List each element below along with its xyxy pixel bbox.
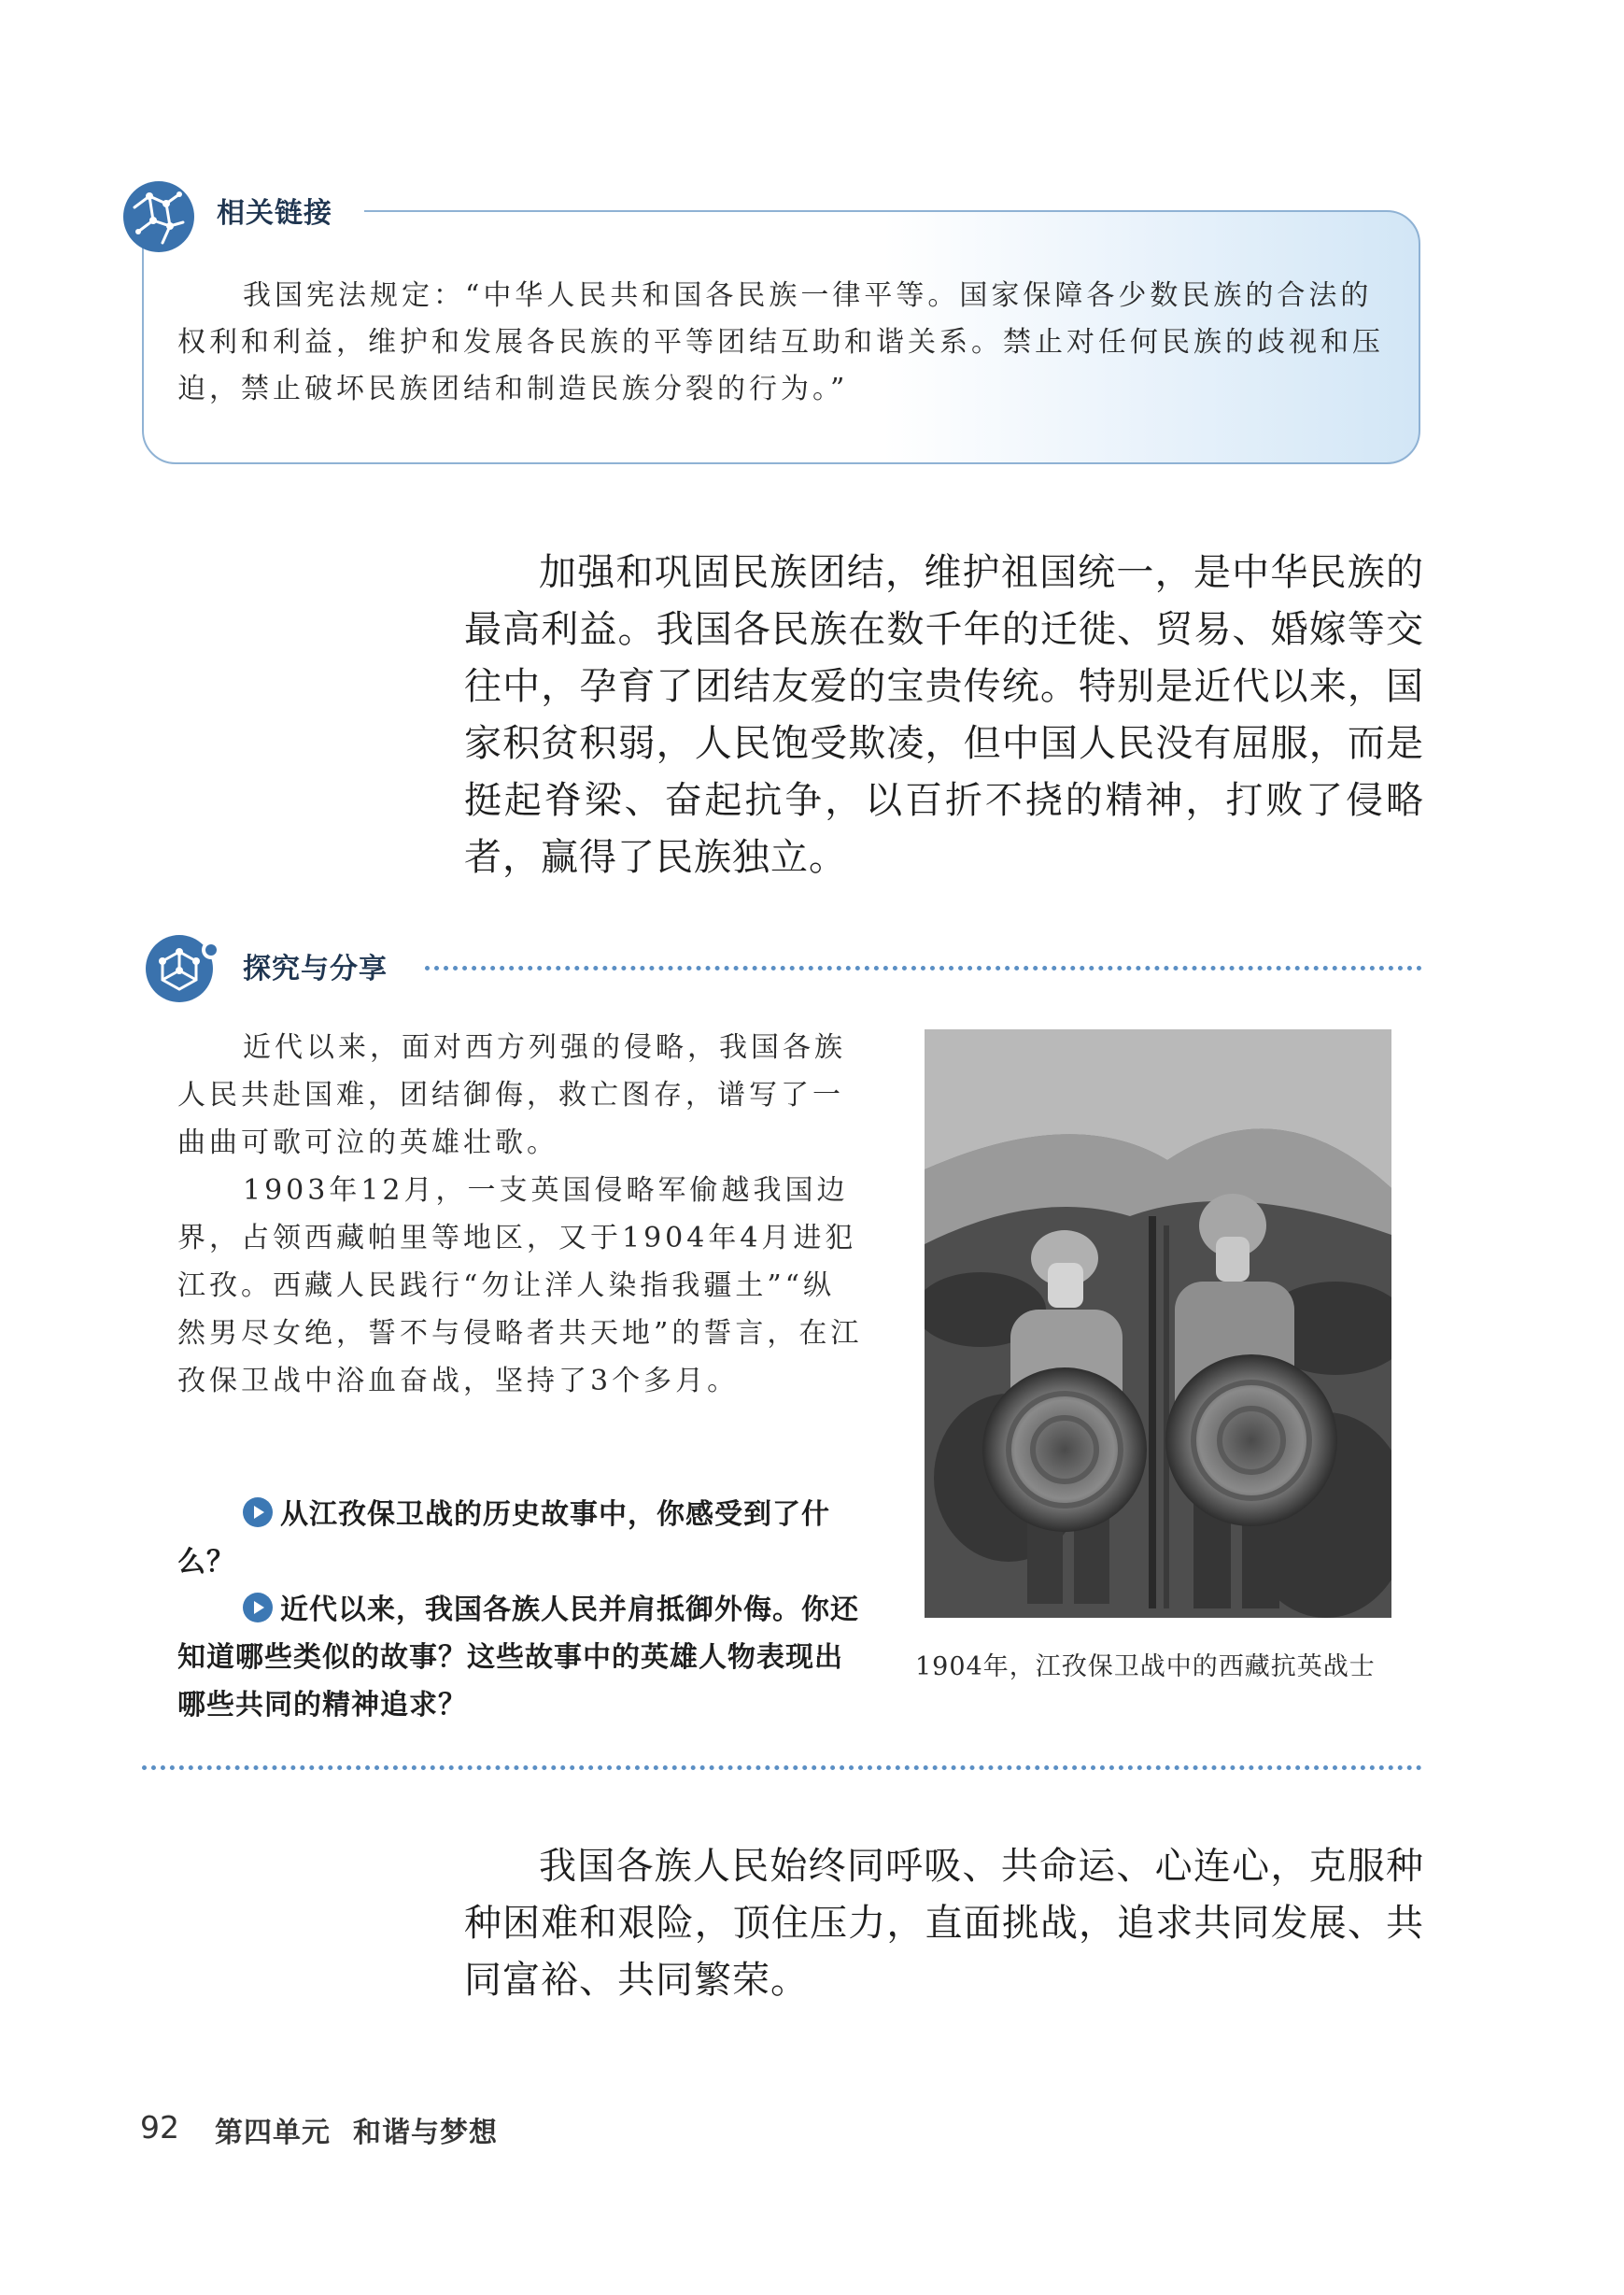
related-link-text: [177, 273, 1391, 413]
unit-label: 第四单元: [215, 2117, 331, 2149]
dotted-divider-bottom: [142, 1765, 1422, 1770]
question-2: [177, 1586, 864, 1729]
explore-share-title: 探究与分享: [243, 953, 388, 985]
question-1: [177, 1491, 864, 1586]
main-paragraph-1: [464, 545, 1424, 886]
main-paragraph-2: [464, 1838, 1424, 2009]
main-paragraph-2-text: 我国各族人民始终同呼吸、共命运、心连心，克服种种困难和艰险，顶住压力，直面挑战，追求共同发展、共同富裕、共同繁荣。: [464, 1845, 1424, 2002]
molecule-circle-icon: [142, 929, 232, 1004]
arrow-bullet-icon: [243, 1593, 273, 1622]
related-link-paragraph: 我国宪法规定：“中华人民共和国各民族一律平等。国家保障各少数民族的合法的权利和利益，维护和发展各民族的平等团结互助和谐关系。禁止对任何民族的歧视和压迫，禁止破坏民族团结和制造民族分裂的行为。”: [177, 279, 1384, 405]
unit-title: 和谐与梦想: [353, 2117, 498, 2149]
dotted-divider-top: [425, 966, 1422, 970]
related-link-title: 相关链接: [217, 197, 332, 230]
network-circle-icon: [121, 179, 196, 254]
historic-photo: [925, 1029, 1391, 1618]
explore-story: [177, 1024, 864, 1405]
photo-caption: 1904年，江孜保卫战中的西藏抗英战士: [915, 1652, 1376, 1681]
main-paragraph-1-text: 加强和巩固民族团结，维护祖国统一，是中华民族的最高利益。我国各民族在数千年的迁徙、贸易、婚嫁等交往中，孕育了团结友爱的宝贵传统。特别是近代以来，国家积贫积弱，人民饱受欺凌，但中国人民没有屈服，而是挺起脊梁、奋起抗争，以百折不挠的精神，打败了侵略者，赢得了民族独立。: [464, 551, 1424, 879]
page-number: 92: [140, 2109, 179, 2146]
explore-paragraph-1: 近代以来，面对西方列强的侵略，我国各族人民共赴国难，团结御侮，救亡图存，谱写了一曲曲可歌可泣的英雄壮歌。: [177, 1031, 846, 1159]
explore-paragraph-2: 1903年12月，一支英国侵略军偷越我国边界，占领西藏帕里等地区，又于1904年4月进犯江孜。西藏人民践行“勿让洋人染指我疆土”“纵然男尽女绝，誓不与侵略者共天地”的誓言，在江孜保卫战中浴血奋战，坚持了3个多月。: [177, 1174, 863, 1397]
question-2-text: 近代以来，我国各族人民并肩抵御外侮。你还知道哪些类似的故事？这些故事中的英雄人物表现出哪些共同的精神追求？: [177, 1594, 859, 1721]
question-1-text: 从江孜保卫战的历史故事中，你感受到了什么？: [177, 1498, 830, 1579]
arrow-bullet-icon: [243, 1497, 273, 1527]
